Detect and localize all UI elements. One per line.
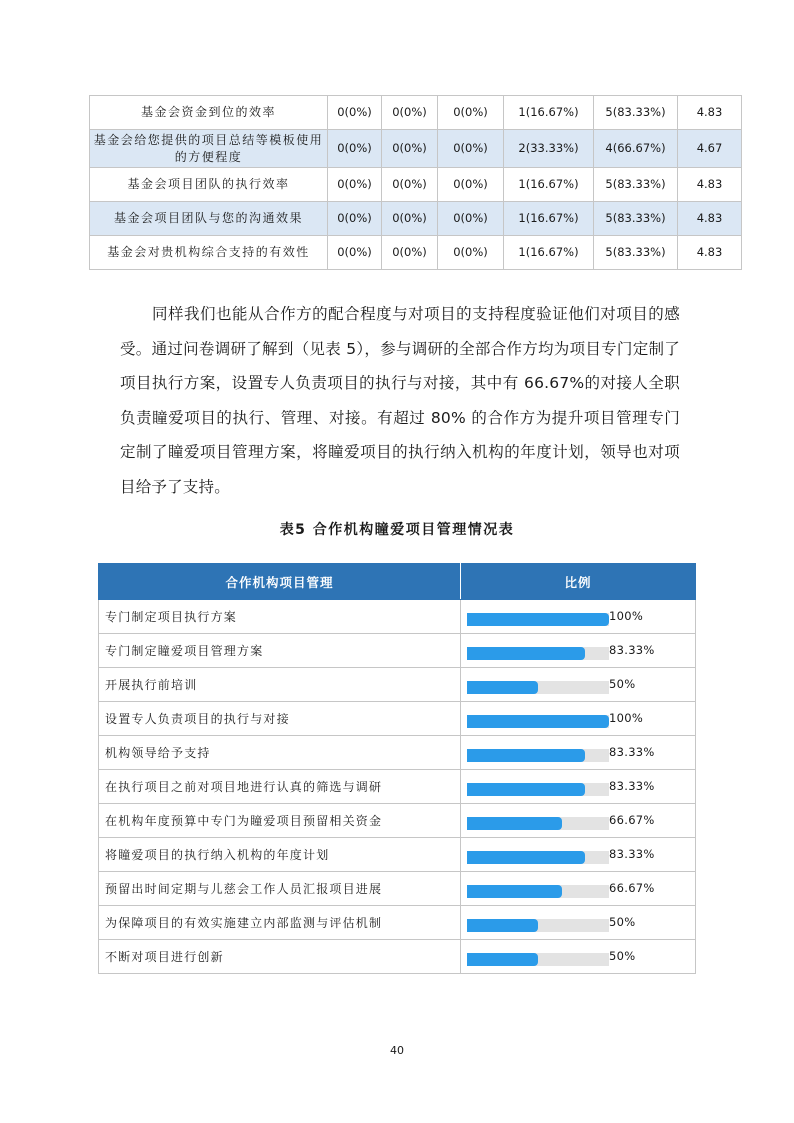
header-item: 合作机构项目管理 [99,564,461,600]
progress-track [467,783,609,796]
percent-label: 50% [609,915,636,929]
progress-fill [467,783,585,796]
table-row [99,940,696,974]
table-row [99,906,696,940]
table-row [90,130,742,168]
score-cell: 4.67 [678,130,742,168]
score-cell: 4.83 [678,168,742,202]
table-row [90,96,742,130]
row-label: 专门制定瞳爱项目管理方案 [99,634,461,668]
cell: 0(0%) [382,168,438,202]
score-cell: 4.83 [678,202,742,236]
table-row [99,736,696,770]
score-cell: 4.83 [678,96,742,130]
cell: 1(16.67%) [504,168,594,202]
cell: 0(0%) [328,130,382,168]
progress-fill [467,817,562,830]
table-row [99,634,696,668]
percent-label: 100% [609,711,644,725]
progress-fill [467,715,609,728]
percent-label: 66.67% [609,813,655,827]
progress-track [467,851,609,864]
row-label: 不断对项目进行创新 [99,940,461,974]
cell: 5(83.33%) [594,236,678,270]
cell: 0(0%) [382,96,438,130]
ratio-cell [461,600,696,634]
progress-fill [467,885,562,898]
cell: 0(0%) [438,202,504,236]
progress-fill [467,919,538,932]
cell: 0(0%) [382,236,438,270]
progress-track [467,647,609,660]
progress-fill [467,749,585,762]
ratio-cell [461,804,696,838]
cell: 5(83.33%) [594,96,678,130]
management-table-body [99,600,696,974]
cell: 0(0%) [438,96,504,130]
table-row [99,838,696,872]
row-label: 专门制定项目执行方案 [99,600,461,634]
cell: 5(83.33%) [594,168,678,202]
percent-label: 83.33% [609,643,655,657]
progress-track [467,817,609,830]
progress-track [467,715,609,728]
progress-fill [467,647,585,660]
percent-label: 66.67% [609,881,655,895]
table-row [99,872,696,906]
ratio-cell [461,872,696,906]
row-label: 机构领导给予支持 [99,736,461,770]
ratio-cell [461,736,696,770]
percent-label: 83.33% [609,779,655,793]
table-row [90,168,742,202]
row-label: 开展执行前培训 [99,668,461,702]
table-row [99,668,696,702]
percent-label: 50% [609,949,636,963]
cell: 2(33.33%) [504,130,594,168]
cell: 0(0%) [328,236,382,270]
progress-fill [467,681,538,694]
progress-fill [467,953,538,966]
table-row [90,236,742,270]
row-label: 在机构年度预算中专门为瞳爱项目预留相关资金 [99,804,461,838]
row-label: 在执行项目之前对项目地进行认真的筛选与调研 [99,770,461,804]
score-cell: 4.83 [678,236,742,270]
percent-label: 83.33% [609,745,655,759]
progress-track [467,681,609,694]
cell: 0(0%) [438,130,504,168]
percent-label: 83.33% [609,847,655,861]
management-table [98,563,696,974]
row-label: 基金会项目团队的执行效率 [90,168,328,202]
cell: 0(0%) [438,168,504,202]
progress-fill [467,613,609,626]
cell: 0(0%) [382,202,438,236]
row-label: 预留出时间定期与儿慈会工作人员汇报项目进展 [99,872,461,906]
page-number: 40 [390,1044,404,1057]
ratio-cell [461,838,696,872]
progress-track [467,613,609,626]
cell: 1(16.67%) [504,96,594,130]
row-label: 基金会项目团队与您的沟通效果 [90,202,328,236]
table-row [99,770,696,804]
row-label: 基金会资金到位的效率 [90,96,328,130]
cell: 0(0%) [328,202,382,236]
table-caption: 表5 合作机构瞳爱项目管理情况表 [279,522,515,538]
progress-track [467,749,609,762]
ratio-cell [461,906,696,940]
cell: 1(16.67%) [504,202,594,236]
row-label: 为保障项目的有效实施建立内部监测与评估机制 [99,906,461,940]
progress-track [467,885,609,898]
ratio-cell [461,668,696,702]
table-row [99,804,696,838]
paragraph-text: 同样我们也能从合作方的配合程度与对项目的支持程度验证他们对项目的感受。通过问卷调研了解到（见表 5），参与调研的全部合作方均为项目专门定制了项目执行方案，设置专人负责项目的执行与对接，其中有 66.67%的对接人全职负责瞳爱项目的执行、管理、对接。有超过 80% 的合作方为提升项目管理专门定制了瞳爱项目管理方案，将瞳爱项目的执行纳入机构的年度计划，领导也对项目给予了支持。 [120,305,680,496]
ratio-cell [461,770,696,804]
row-label: 基金会对贵机构综合支持的有效性 [90,236,328,270]
row-label: 基金会给您提供的项目总结等模板使用的方便程度 [90,130,328,168]
cell: 4(66.67%) [594,130,678,168]
table-row [90,202,742,236]
progress-track [467,953,609,966]
header-ratio: 比例 [461,564,696,600]
progress-fill [467,851,585,864]
body-paragraph [120,297,680,504]
progress-track [467,919,609,932]
cell: 0(0%) [382,130,438,168]
cell: 0(0%) [438,236,504,270]
cell: 1(16.67%) [504,236,594,270]
ratio-cell [461,940,696,974]
percent-label: 100% [609,609,644,623]
table-row [99,702,696,736]
satisfaction-table [89,95,742,270]
cell: 5(83.33%) [594,202,678,236]
ratio-cell [461,702,696,736]
row-label: 设置专人负责项目的执行与对接 [99,702,461,736]
cell: 0(0%) [328,96,382,130]
percent-label: 50% [609,677,636,691]
row-label: 将瞳爱项目的执行纳入机构的年度计划 [99,838,461,872]
cell: 0(0%) [328,168,382,202]
table-row [99,600,696,634]
ratio-cell [461,634,696,668]
